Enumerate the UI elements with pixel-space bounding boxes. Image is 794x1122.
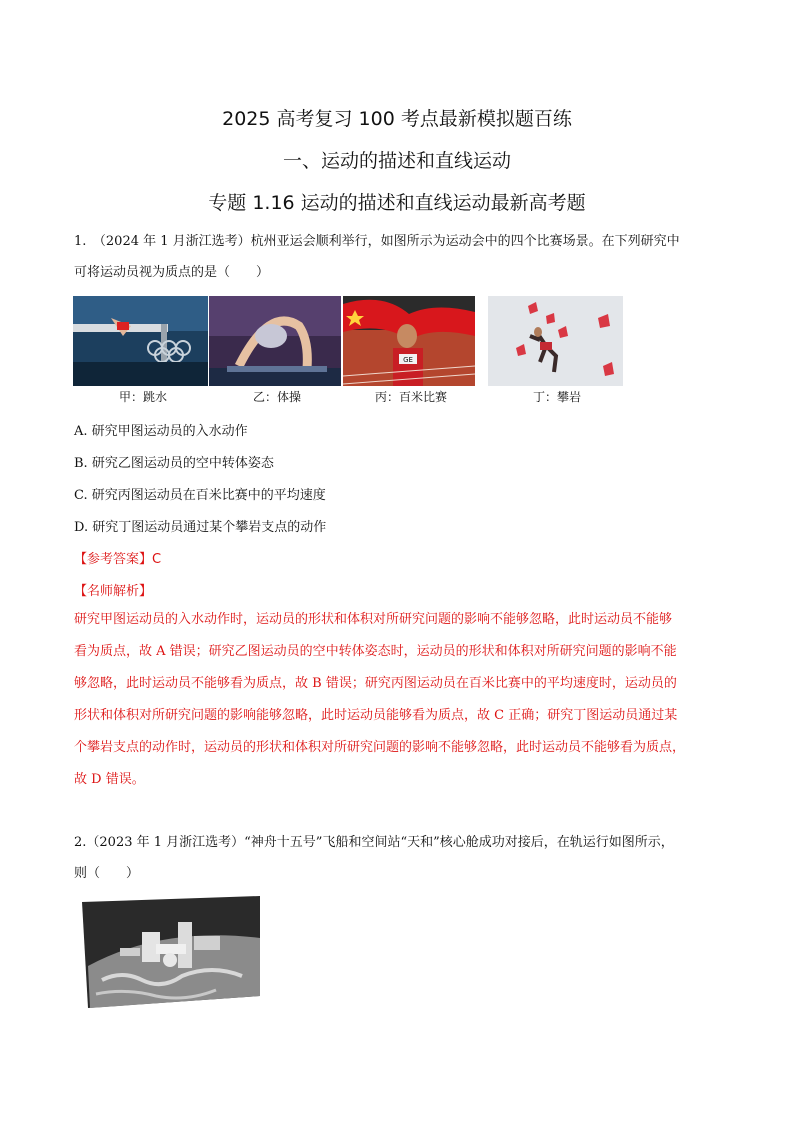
question-2-stem: [74, 827, 734, 889]
climbing-photo: [488, 296, 623, 386]
topic-title: 专题 1.16 运动的描述和直线运动最新高考题: [208, 192, 586, 214]
question-2-line-2: 则（ ）: [74, 866, 140, 881]
space-station-photo: [82, 896, 262, 1014]
sprint-photo: [343, 296, 475, 386]
gymnastics-photo: [209, 296, 341, 386]
analysis-line: 研究甲图运动员的入水动作时，运动员的形状和体积对所研究问题的影响不能够忽略，此时运动员不能够: [74, 612, 673, 627]
option-c: C. 研究丙图运动员在百米比赛中的平均速度: [74, 488, 326, 503]
analysis-line: 看为质点，故 A 错误；研究乙图运动员的空中转体姿态时，运动员的形状和体积对所研究问题的影响不能: [74, 644, 677, 659]
caption-sprint: 丙：百米比赛: [374, 390, 447, 404]
main-title: 2025 高考复习 100 考点最新模拟题百练: [222, 108, 572, 130]
option-a: A. 研究甲图运动员的入水动作: [74, 424, 248, 439]
analysis-line: 故 D 错误。: [74, 772, 145, 787]
reference-answer: 【参考答案】C: [74, 552, 162, 567]
option-b: B. 研究乙图运动员的空中转体姿态: [74, 456, 274, 471]
chapter-title: 一、运动的描述和直线运动: [282, 150, 511, 172]
caption-climbing: 丁：攀岩: [532, 390, 581, 404]
question-2-line-1: 2.（2023 年 1 月浙江选考）“神舟十五号”飞船和空间站“天和”核心舱成功对接后，在轨运行如图所示，: [74, 835, 674, 850]
caption-gymnastics: 乙：体操: [252, 390, 301, 404]
analysis-heading: 【名师解析】: [74, 584, 153, 599]
question-1-line-1: 1. （2024 年 1 月浙江选考）杭州亚运会顺利举行，如图所示为运动会中的四个比赛场景。在下列研究中: [74, 234, 680, 249]
diving-photo: [73, 296, 208, 386]
analysis-line: 形状和体积对所研究问题的影响能够忽略，此时运动员能够看为质点，故 C 正确；研究丁图运动员通过某: [74, 708, 678, 723]
option-d: D. 研究丁图运动员通过某个攀岩支点的动作: [74, 520, 327, 535]
analysis-line: 够忽略，此时运动员不能够看为质点，故 B 错误；研究丙图运动员在百米比赛中的平均速度时，运动员的: [74, 676, 677, 691]
analysis-line: 个攀岩支点的动作时，运动员的形状和体积对所研究问题的影响不能够忽略，此时运动员不能够看为质点，: [74, 740, 686, 755]
question-1-stem: [74, 226, 734, 288]
bib-text: GE: [403, 356, 413, 364]
question-1-line-2: 可将运动员视为质点的是（ ）: [74, 265, 270, 280]
caption-diving: 甲：跳水: [118, 390, 167, 404]
question-1-figure: [73, 296, 633, 406]
analysis-text: [74, 604, 738, 796]
